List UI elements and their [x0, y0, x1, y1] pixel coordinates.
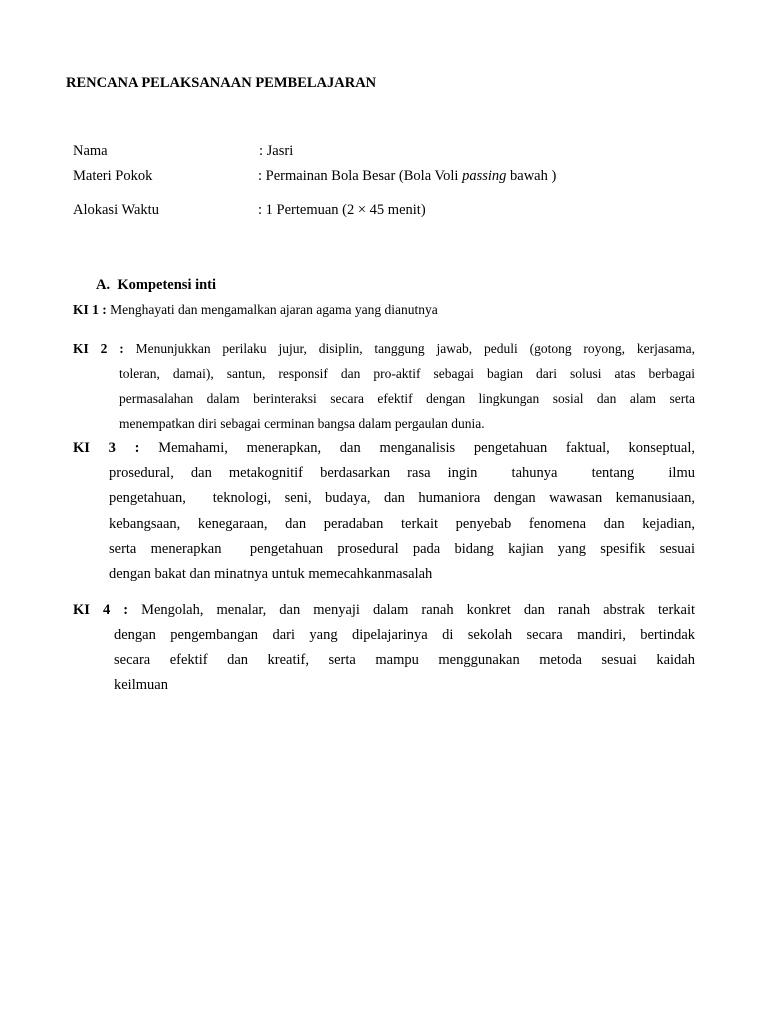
ki4-label: KI 4 : [73, 602, 129, 618]
ki3-line-5: serta menerapkan pengetahuan prosedural pada bidang kajian yang spesifik sesuai [109, 540, 695, 557]
ki3-label: KI 3 : [73, 440, 140, 456]
document-title: RENCANA PELAKSANAAN PEMBELAJARAN [66, 75, 377, 91]
ki3-text-1: Memahami, menerapkan, dan menganalisis pengetahuan faktual, konseptual, [158, 440, 695, 456]
ki4 [72, 598, 695, 698]
materi-value [258, 168, 556, 185]
ki2 [72, 336, 695, 436]
materi-value-post: bawah ) [506, 168, 557, 184]
ki3-line-2: prosedural, dan metakognitif berdasarkan rasa ingin tahunya tentang ilmu [109, 465, 695, 482]
ki3 [72, 436, 695, 587]
ki4-line-4: keilmuan [114, 677, 168, 693]
ki3-line-6: dengan bakat dan minatnya untuk memecahkanmasalah [109, 566, 433, 583]
ki1-text: Menghayati dan mengamalkan ajaran agama yang dianutnya [110, 302, 438, 317]
materi-value-em: passing [462, 168, 507, 184]
nama-label: Nama [73, 143, 108, 159]
ki2-text-1: Menunjukkan perilaku jujur, disiplin, tanggung jawab, peduli (gotong royong, kerjasama, [135, 341, 696, 356]
materi-value-pre: : Permainan Bola Besar (Bola Voli [258, 168, 463, 184]
ki4-line-3: secara efektif dan kreatif, serta mampu menggunakan metoda sesuai kaidah [114, 652, 695, 668]
ki2-line-4: menempatkan diri sebagai cerminan bangsa dalam pergaulan dunia. [119, 416, 485, 431]
section-a-number: A. [96, 277, 111, 293]
nama-value: : Jasri [259, 143, 294, 159]
ki4-line-2: dengan pengembangan dari yang dipelajarinya di sekolah secara mandiri, bertindak [114, 627, 695, 643]
ki3-line-3: pengetahuan, teknologi, seni, budaya, dan humaniora dengan wawasan kemanusiaan, [109, 490, 695, 507]
section-a-heading [96, 277, 216, 294]
ki1 [73, 302, 438, 318]
ki2-line-2: toleran, damai), santun, responsif dan pro-aktif sebagai bagian dari solusi atas berbagai [119, 366, 695, 381]
section-a-title: Kompetensi inti [117, 277, 217, 293]
ki2-label: KI 2 : [73, 341, 124, 356]
ki3-line-1 [73, 436, 695, 461]
ki1-label: KI 1 : [73, 302, 107, 317]
ki3-line-4: kebangsaan, kenegaraan, dan peradaban terkait penyebab fenomena dan kejadian, [109, 515, 695, 532]
alokasi-value: : 1 Pertemuan (2 × 45 menit) [258, 202, 426, 218]
ki2-line-1 [73, 336, 695, 361]
materi-label: Materi Pokok [73, 168, 153, 184]
ki4-text-1: Mengolah, menalar, dan menyaji dalam ranah konkret dan ranah abstrak terkait [141, 602, 696, 618]
ki2-line-3: permasalahan dalam berinteraksi secara efektif dengan lingkungan sosial dan alam serta [119, 391, 695, 406]
alokasi-label: Alokasi Waktu [73, 202, 159, 218]
ki4-line-1 [73, 598, 695, 623]
